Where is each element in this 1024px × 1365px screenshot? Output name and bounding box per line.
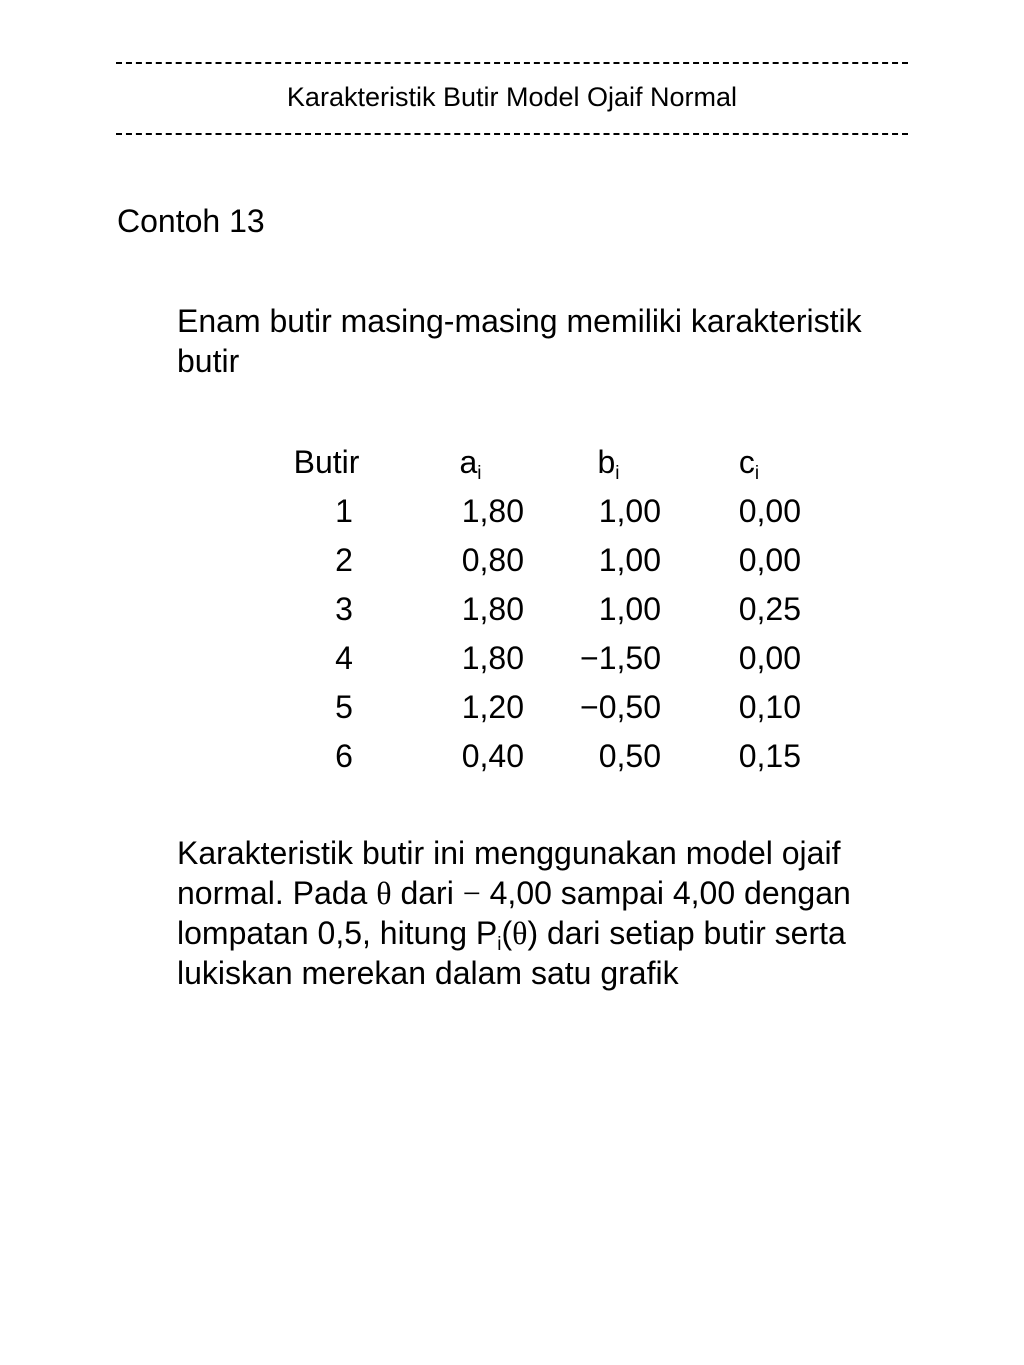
cell-a: 1,80: [461, 591, 524, 627]
minus-symbol: −: [462, 875, 481, 911]
cell-b: 1,00: [598, 542, 661, 578]
page-header-title: Karakteristik Butir Model Ojaif Normal: [286, 82, 738, 112]
cell-c: 0,15: [738, 738, 801, 774]
header-c-letter: c: [738, 444, 755, 480]
theta-symbol-2: θ: [512, 915, 528, 951]
cell-c: 0,10: [738, 689, 801, 725]
cell-b: −0,50: [580, 689, 661, 725]
table-row: [268, 683, 801, 732]
question-text-2: dari: [391, 875, 463, 911]
table-row: [268, 585, 801, 634]
question-text-3: 4,00 sampai 4,00 dengan lompatan 0,5, hitung P: [177, 875, 851, 951]
cell-a: 0,40: [461, 738, 524, 774]
cell-butir: 6: [335, 738, 353, 774]
cell-c: 0,00: [738, 542, 801, 578]
cell-a: 1,80: [461, 640, 524, 676]
cell-b: 1,00: [598, 493, 661, 529]
theta-symbol: θ: [376, 875, 392, 911]
header-a: [385, 438, 524, 487]
table-row: [268, 487, 801, 536]
table-row: [268, 732, 801, 781]
cell-butir: 3: [335, 591, 353, 627]
cell-butir: 1: [335, 493, 353, 529]
example-title: Contoh 13: [117, 203, 265, 239]
cell-b: −1,50: [580, 640, 661, 676]
cell-butir: 2: [335, 542, 353, 578]
item-characteristics-table: [268, 438, 801, 781]
header-b-letter: b: [597, 444, 616, 480]
cell-butir: 4: [335, 640, 353, 676]
header-a-subscript: i: [477, 463, 482, 484]
table-row: [268, 536, 801, 585]
table-row: [268, 634, 801, 683]
cell-a: 1,80: [461, 493, 524, 529]
table-header-row: [268, 438, 801, 487]
header-b-subscript: i: [615, 463, 620, 484]
cell-c: 0,00: [738, 640, 801, 676]
cell-b: 0,50: [598, 738, 661, 774]
cell-c: 0,25: [738, 591, 801, 627]
cell-butir: 5: [335, 689, 353, 725]
question-text-1: Karakteristik butir ini menggunakan model ojaif normal. Pada: [177, 835, 841, 911]
cell-c: 0,00: [738, 493, 801, 529]
question-text-4: dari setiap butir serta lukiskan merekan dalam satu grafik: [177, 915, 846, 991]
p-subscript-i: i: [497, 934, 502, 955]
paren-close: ): [527, 915, 539, 951]
header-c-subscript: i: [754, 463, 760, 484]
header-butir: Butir: [293, 444, 360, 480]
question-paragraph: [177, 833, 917, 993]
header-c: [661, 438, 801, 487]
header-top-dashed-rule: [116, 62, 908, 64]
paren-open: (: [501, 915, 513, 951]
header-bottom-dashed-rule: [116, 133, 908, 135]
cell-a: 1,20: [461, 689, 524, 725]
header-b: [524, 438, 661, 487]
cell-b: 1,00: [598, 591, 661, 627]
cell-a: 0,80: [461, 542, 524, 578]
header-a-letter: a: [459, 444, 478, 480]
intro-paragraph: Enam butir masing-masing memiliki karakteristik butir: [177, 303, 862, 379]
